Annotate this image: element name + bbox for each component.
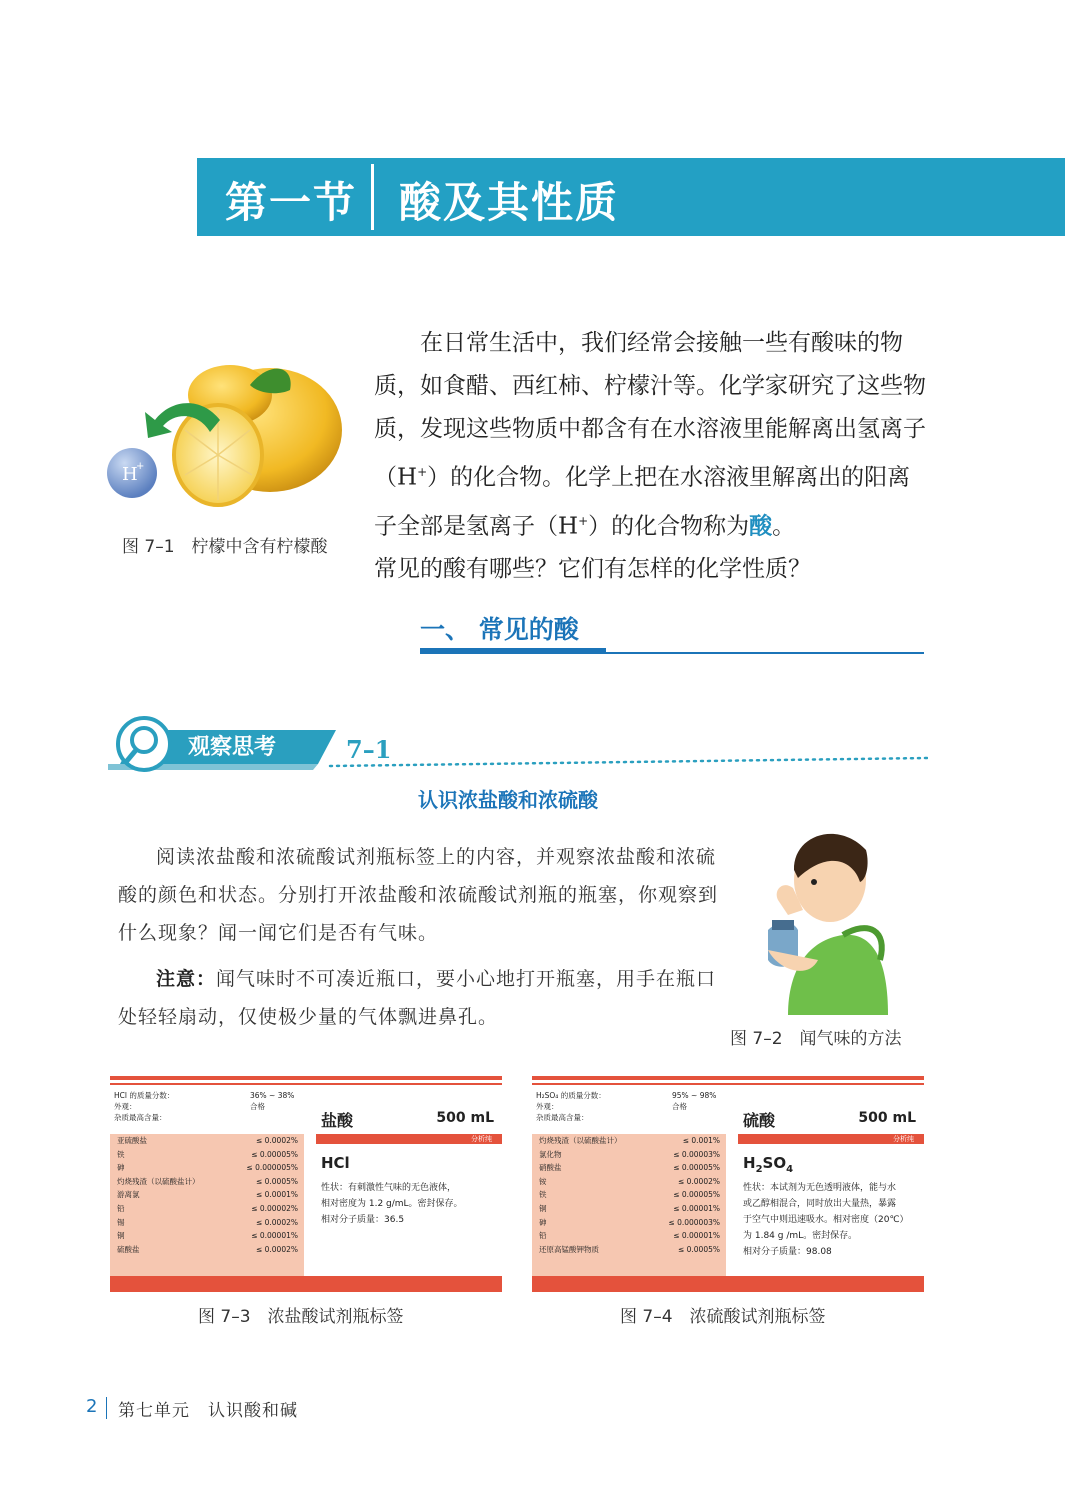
label-top-stripe-thin: [110, 1083, 502, 1085]
spec-row: 杂质最高含量：: [536, 1113, 589, 1122]
reagent-volume: 500 mL: [858, 1110, 916, 1126]
impurity-table: [110, 1134, 304, 1276]
figure-4-caption: 图 7–4 浓硫酸试剂瓶标签: [620, 1307, 826, 1327]
impurity-row: 砷 ≤ 0.000005%: [117, 1163, 298, 1173]
impurity-row: 亚硫酸盐 ≤ 0.0002%: [117, 1136, 298, 1145]
figure-2-caption: 图 7–2 闻气味的方法: [730, 1029, 902, 1049]
intro-text: 在日常生活中，我们经常会接触一些有酸味的物质，如食醋、西红柿、柠檬汁等。化学家研究了这些物质，发现这些物质中都含有在水溶液里能解离出氢离子（H+）的化合物。化学上把在水溶液里解离出的阳离子全部是氢离子（H+）的化合物称为酸。: [374, 330, 926, 540]
footer-divider: [106, 1397, 107, 1419]
label-bottom-stripe: [110, 1276, 502, 1292]
spec-row: 杂质最高含量：: [114, 1113, 167, 1122]
impurity-row: 铅 ≤ 0.00001%: [539, 1231, 720, 1241]
impurity-row: 铁 ≤ 0.00005%: [117, 1149, 298, 1159]
reagent-name: 盐酸: [321, 1111, 354, 1130]
reagent-description: 性状：有刺激性气味的无色液体， 相对密度为 1.2 g/mL。密封保存。 相对分子质量：36.5: [321, 1183, 463, 1225]
figure-1-caption: 图 7–1 柠檬中含有柠檬酸: [122, 537, 328, 557]
footer-unit-title: 第七单元 认识酸和碱: [118, 1401, 298, 1421]
figure-3-caption: 图 7–3 浓盐酸试剂瓶标签: [198, 1307, 404, 1327]
impurity-row: 游离氯 ≤ 0.0001%: [117, 1190, 298, 1200]
impurity-row: 灼烧残渣（以硫酸盐计） ≤ 0.0005%: [117, 1176, 298, 1186]
impurity-row: 砷 ≤ 0.000003%: [539, 1217, 720, 1227]
observe-paragraph: 阅读浓盐酸和浓硫酸试剂瓶标签上的内容，并观察浓盐酸和浓硫酸的颜色和状态。分别打开浓盐酸和浓硫酸试剂瓶的瓶塞，你观察到什么现象？闻一闻它们是否有气味。: [118, 846, 719, 944]
banner-dotted-line: [330, 758, 928, 766]
label-top-stripe-thin: [532, 1083, 924, 1085]
observe-text: [118, 838, 718, 1044]
hcl-reagent-label: [110, 1076, 502, 1292]
impurity-table: [532, 1134, 726, 1276]
reagent-grade: 分析纯: [893, 1135, 914, 1143]
section-title: 酸及其性质: [399, 178, 620, 227]
acid-term: 酸: [749, 512, 773, 540]
observe-number: 7–1: [346, 735, 392, 764]
reagent-grade: 分析纯: [471, 1135, 492, 1143]
observe-banner: [108, 716, 928, 776]
impurity-row: 灼烧残渣（以硫酸盐计） ≤ 0.001%: [539, 1136, 720, 1145]
magnifier-icon: [118, 718, 170, 770]
observe-title: 认识浓盐酸和浓硫酸: [418, 788, 598, 812]
section-label: 第一节: [225, 178, 358, 227]
ion-charge: +: [136, 461, 145, 472]
reagent-formula: $H_2SO_4$: [743, 1154, 794, 1175]
impurity-row: 氯化物 ≤ 0.00003%: [539, 1149, 720, 1159]
bottle-cap: [772, 920, 794, 930]
green-hoodie: [788, 935, 888, 1015]
observe-note: 注意：闻气味时不可凑近瓶口，要小心地打开瓶塞，用手在瓶口处轻轻扇动，仅使极少量的气体飘进鼻孔。: [118, 968, 717, 1028]
h2so4-reagent-label: [532, 1076, 924, 1292]
section-title-band: [197, 158, 1065, 236]
label-top-stripe: [532, 1076, 924, 1080]
page-number: 2: [86, 1396, 98, 1417]
impurity-row: 铅 ≤ 0.00002%: [117, 1203, 298, 1213]
observe-badge: 观察思考: [188, 735, 277, 760]
reagent-description: 性状：本试剂为无色透明液体，能与水 或乙醇相混合，同时放出大量热，暴露 于空气中则迅速吸水。相对密度（20℃） 为 1.84 g /mL。密封保存。 相对分子质量：98.08: [743, 1183, 909, 1257]
impurity-row: 铵 ≤ 0.0002%: [539, 1176, 720, 1186]
spec-row: 外观： 合格: [536, 1102, 687, 1111]
label-bottom-stripe: [532, 1276, 924, 1292]
title-divider: [371, 164, 374, 230]
impurity-row: 还原高锰酸钾物质 ≤ 0.0005%: [539, 1244, 720, 1254]
spec-row: 外观： 合格: [114, 1102, 265, 1111]
impurity-row: 硝酸盐 ≤ 0.00005%: [539, 1163, 720, 1173]
impurity-row: 铜 ≤ 0.00001%: [117, 1231, 298, 1241]
boy-smelling-illustration: [748, 820, 898, 1015]
impurity-row: 硫酸盐 ≤ 0.0002%: [117, 1244, 298, 1254]
label-specs: [114, 1090, 304, 1123]
intro-question: 常见的酸有哪些？它们有怎样的化学性质？: [374, 556, 811, 583]
reagent-volume: 500 mL: [436, 1110, 494, 1126]
spec-row: HCl 的质量分数： 36% ~ 38%: [114, 1091, 295, 1100]
label-top-stripe: [110, 1076, 502, 1080]
intro-paragraph: [374, 322, 930, 591]
impurity-row: 铁 ≤ 0.00005%: [539, 1190, 720, 1200]
spec-row: H₂SO₄ 的质量分数： 95% ~ 98%: [536, 1091, 717, 1100]
subheading-underline-accent: [420, 648, 606, 654]
subheading: 一、 常见的酸: [420, 615, 579, 644]
reagent-formula: HCl: [321, 1154, 350, 1172]
boy-eye: [811, 879, 817, 885]
lemon-illustration: [100, 340, 350, 520]
ion-label: H: [122, 464, 138, 485]
reagent-name: 硫酸: [743, 1111, 776, 1130]
impurity-row: 铜 ≤ 0.00001%: [539, 1203, 720, 1213]
impurity-row: 锡 ≤ 0.0002%: [117, 1217, 298, 1227]
label-specs: [536, 1090, 726, 1123]
